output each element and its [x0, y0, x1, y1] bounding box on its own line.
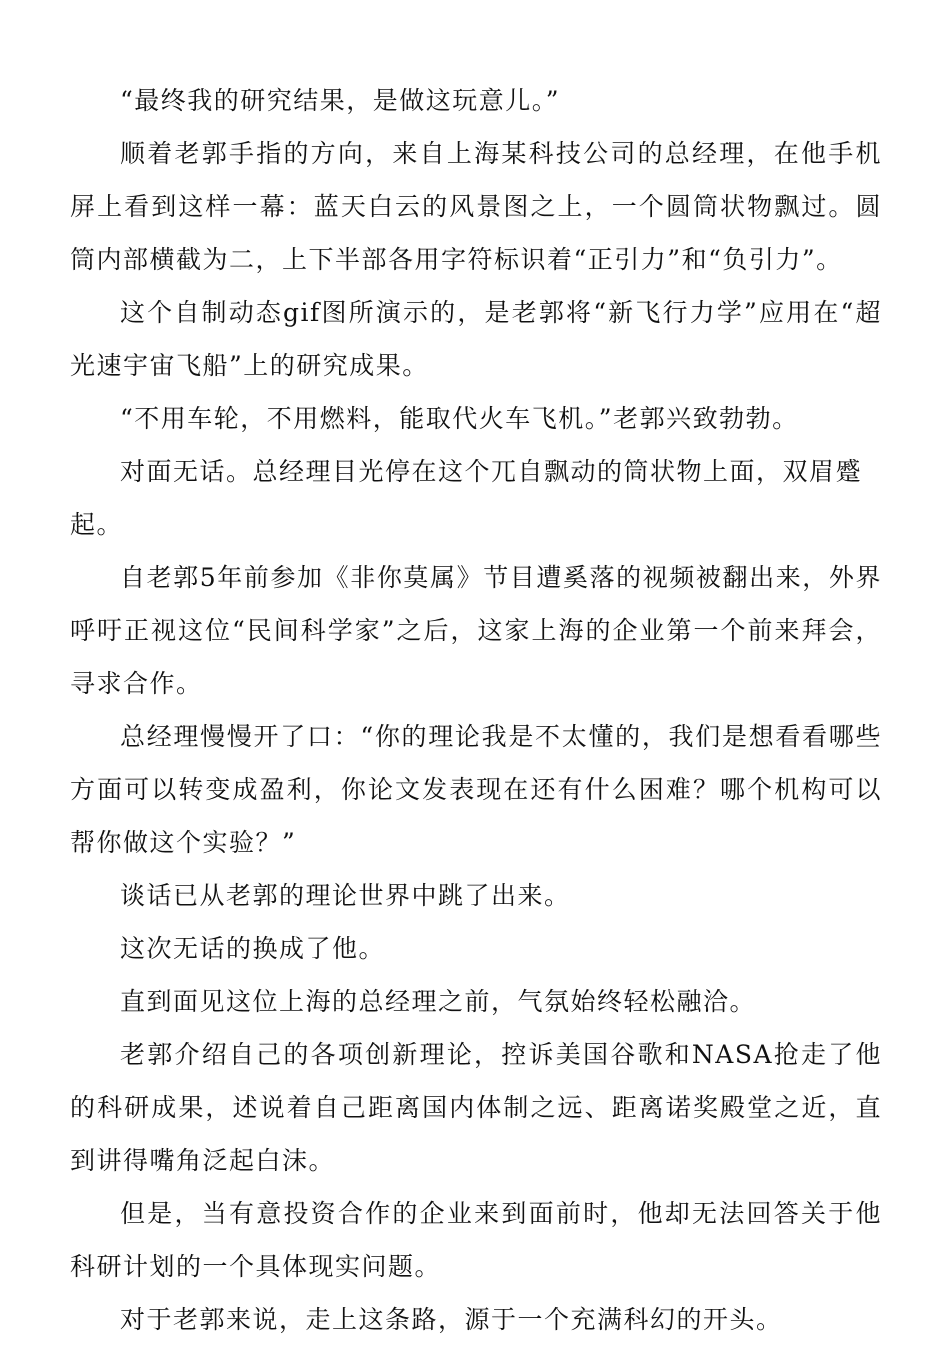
paragraph-13: 对于老郭来说，走上这条路，源于一个充满科幻的开头。 [120, 1305, 783, 1334]
paragraph-6: 自老郭5年前参加《非你莫属》节目遭奚落的视频被翻出来，外界呼吁正视这位“民间科学家”之后，这家上海的企业第一个前来拜会，寻求合作。 [70, 563, 882, 698]
paragraph-9: 这次无话的换成了他。 [120, 934, 386, 963]
paragraph-4: “不用车轮，不用燃料，能取代火车飞机。”老郭兴致勃勃。 [120, 404, 799, 433]
paragraph-7: 总经理慢慢开了口：“你的理论我是不太懂的，我们是想看看哪些方面可以转变成盈利，你论文发表现在还有什么困难？哪个机构可以帮你做这个实验？” [70, 722, 882, 857]
paragraph-5: 对面无话。总经理目光停在这个兀自飘动的筒状物上面，双眉蹙起。 [70, 457, 863, 539]
paragraph-2: 顺着老郭手指的方向，来自上海某科技公司的总经理，在他手机屏上看到这样一幕：蓝天白云的风景图之上，一个圆筒状物飘过。圆筒内部横截为二，上下半部各用字符标识着“正引力”和“负引力”。 [70, 139, 882, 274]
paragraph-12: 但是，当有意投资合作的企业来到面前时，他却无法回答关于他科研计划的一个具体现实问题。 [70, 1199, 882, 1281]
article-body [70, 74, 882, 1346]
paragraph-3: 这个自制动态gif图所演示的，是老郭将“新飞行力学”应用在“超光速宇宙飞船”上的研究成果。 [70, 298, 882, 380]
paragraph-1: “最终我的研究结果，是做这玩意儿。” [120, 86, 561, 115]
paragraph-11: 老郭介绍自己的各项创新理论，控诉美国谷歌和NASA抢走了他的科研成果，述说着自己距离国内体制之远、距离诺奖殿堂之近，直到讲得嘴角泛起白沫。 [70, 1040, 882, 1175]
paragraph-10: 直到面见这位上海的总经理之前，气氛始终轻松融洽。 [120, 987, 757, 1016]
paragraph-8: 谈话已从老郭的理论世界中跳了出来。 [120, 881, 571, 910]
